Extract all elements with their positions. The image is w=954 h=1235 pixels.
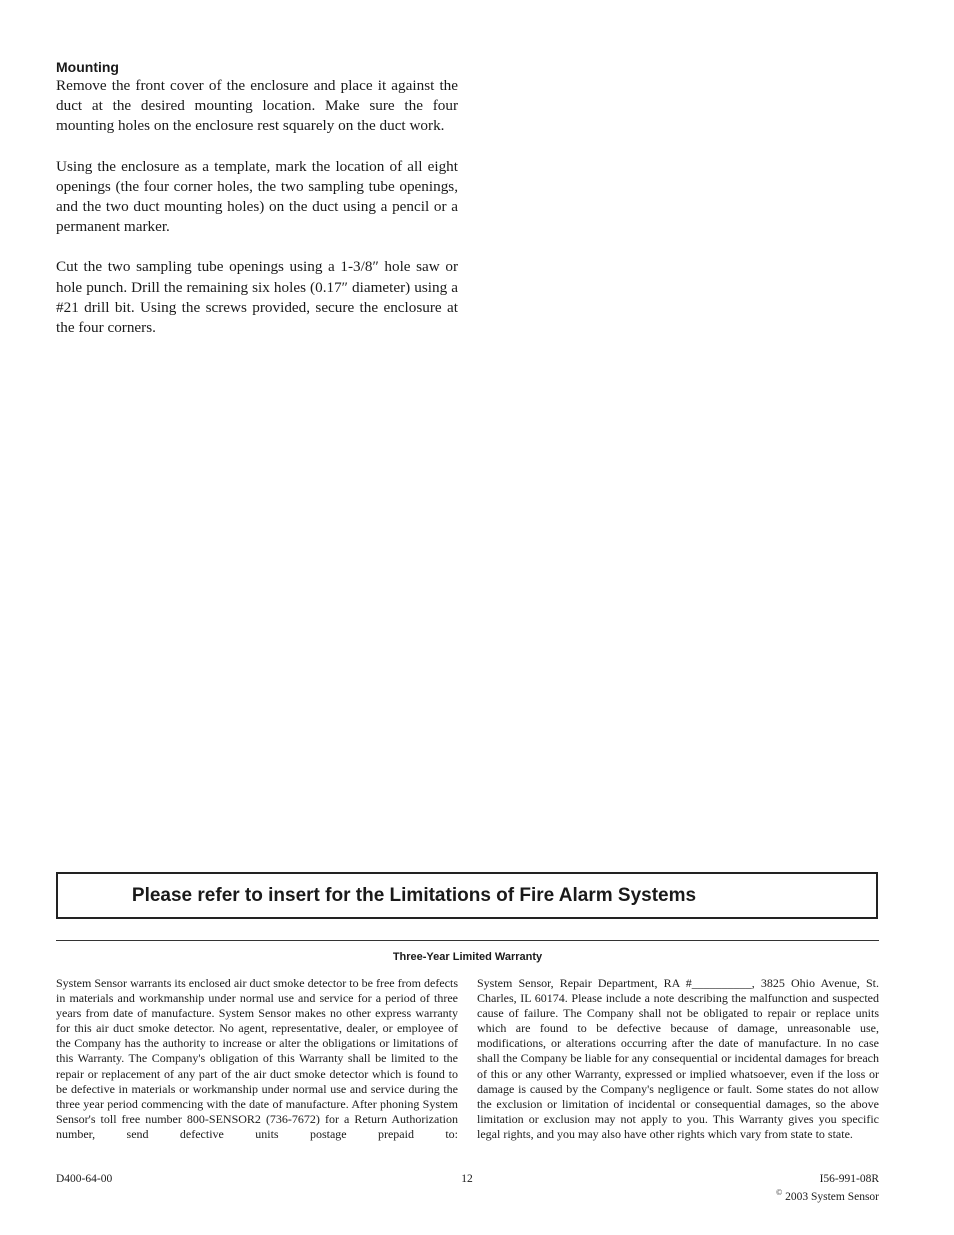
warranty-title: Three-Year Limited Warranty xyxy=(392,951,543,963)
warranty-text-left: System Sensor warrants its enclosed air duct smoke detector to be free from defects in materials and workmanship under normal use and service for a period of three years from date of manufacture. System Sensor makes no other express warranty for this air duct smoke detector. No agent, representative, dealer, or employee of the Company has the authority to increase or alter the obligations or limitations of this Warranty. The Company's obligation of this Warranty shall be limited to the repair or replacement of any part of the air duct smoke detector which is found to be defective in materials or workmanship under normal use and service during the three year period commencing with the date of manufacture. After phoning System Sensor's toll free number 800-SENSOR2 (736-7672) for a Return Authorization number, send defective units postage prepaid to: xyxy=(56,976,458,1141)
footer-right-block xyxy=(776,1172,879,1204)
footer-copyright-line xyxy=(776,1186,879,1204)
mounting-heading: Mounting xyxy=(56,59,119,75)
mounting-paragraph-2: Using the enclosure as a template, mark the location of all eight openings (the four corner holes, the two sampling tube openings, and the two duct mounting holes) on the duct using a pencil or a permanent marker. xyxy=(56,157,458,236)
warranty-divider xyxy=(56,940,879,941)
footer-page-number: 12 xyxy=(461,1173,473,1185)
copyright-symbol: © xyxy=(776,1188,783,1197)
footer-doc-code: D400-64-00 xyxy=(56,1173,113,1185)
limitations-notice-box xyxy=(56,872,878,919)
mounting-paragraph-1: Remove the front cover of the enclosure and place it against the duct at the desired mounting location. Make sure the four mounting holes on the enclosure rest squarely on the duct work. xyxy=(56,77,458,135)
mounting-section xyxy=(56,58,458,358)
warranty-text-right: System Sensor, Repair Department, RA #__________, 3825 Ohio Avenue, St. Charles, IL 60174. Please include a note describing the malfunction and suspected cause of failure. The Company shall not be obligated to repair or replace units which are found to be defective because of damage, unreasonable use, modifications, or alterations occurring after the date of manufacture. In no case shall the Company be liable for any consequential or incidental damages for breach of this or any other Warranty, expressed or implied whatsoever, even if the loss or damage is caused by the Company's negligence or fault. Some states do not allow the exclusion or limitation of incidental or consequential damages, so the above limitation or exclusion may not apply to you. This Warranty gives you specific legal rights, and you may also have other rights which vary from state to state. xyxy=(477,976,879,1141)
footer-copyright: 2003 System Sensor xyxy=(785,1190,879,1203)
limitations-notice-text: Please refer to insert for the Limitations of Fire Alarm Systems xyxy=(131,884,697,906)
footer-part-number: I56-991-08R xyxy=(819,1173,879,1185)
mounting-paragraph-3: Cut the two sampling tube openings using a 1-3/8″ hole saw or hole punch. Drill the remaining six holes (0.17″ diameter) using a #21 drill bit. Using the screws provided, secure the enclosure at the four corners. xyxy=(56,258,458,337)
